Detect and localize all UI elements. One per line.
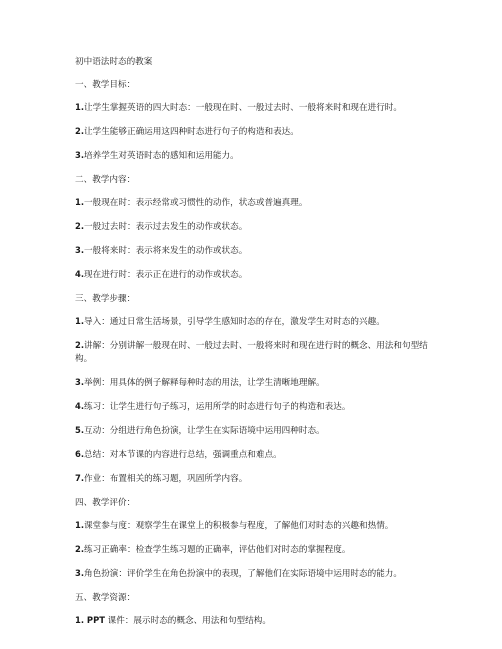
item-text: 作业：布置相关的练习题，巩固所学内容。	[84, 474, 248, 484]
item-number: 1.	[75, 520, 85, 530]
list-item	[75, 244, 435, 258]
item-text: 一般将来时：表示将来发生的动作或状态。	[84, 246, 248, 256]
document-title: 初中语法时态的教案	[75, 57, 153, 67]
item-text: 举例：用具体的例子解释每种时态的用法，让学生清晰地理解。	[84, 378, 325, 388]
list-item	[75, 149, 435, 163]
list-item	[75, 220, 435, 234]
section-heading-steps: 三、教学步骤：	[75, 294, 136, 304]
list-item	[75, 196, 435, 210]
item-number: 1.	[75, 197, 85, 207]
item-number: 5.	[75, 425, 85, 435]
list-item	[75, 268, 435, 282]
item-text: 互动：分组进行角色扮演，让学生在实际语境中运用四种时态。	[84, 426, 325, 436]
list-item	[75, 519, 435, 533]
list-item	[75, 101, 435, 115]
item-number: 1. PPT	[75, 615, 105, 625]
item-text: 一般过去时：表示过去发生的动作或状态。	[84, 222, 248, 232]
item-text: 让学生掌握英语的四大时态：一般现在时、一般过去时、一般将来时和现在进行时。	[84, 103, 402, 113]
item-text: 培养学生对英语时态的感知和运用能力。	[84, 151, 239, 161]
item-text: 课件：展示时态的概念、用法和句型结构。	[104, 616, 271, 626]
list-item	[75, 614, 435, 628]
item-number: 3.	[75, 377, 85, 387]
item-text: 一般现在时：表示经常或习惯性的动作，状态或普遍真理。	[84, 198, 308, 208]
item-number: 2.	[75, 340, 85, 350]
item-number: 2.	[75, 544, 85, 554]
list-item	[75, 400, 435, 414]
item-text: 现在进行时：表示正在进行的动作或状态。	[84, 270, 248, 280]
list-item	[75, 376, 435, 390]
item-number: 1.	[75, 102, 85, 112]
list-item	[75, 125, 435, 139]
document-body	[75, 56, 435, 638]
item-number: 4.	[75, 269, 85, 279]
list-item	[75, 472, 435, 486]
item-text: 角色扮演：评价学生在角色扮演中的表现，了解他们在实际语境中运用时态的能力。	[84, 569, 402, 579]
item-text: 讲解：分别讲解一般现在时、一般过去时、一般将来时和现在进行时的概念、用法和句型结构。	[75, 341, 428, 364]
item-number: 7.	[75, 473, 85, 483]
section-heading-objectives: 一、教学目标：	[75, 80, 136, 90]
item-number: 2.	[75, 221, 85, 231]
item-number: 1.	[75, 316, 85, 326]
list-item	[75, 448, 435, 462]
item-number: 6.	[75, 449, 85, 459]
item-number: 3.	[75, 245, 85, 255]
item-text: 练习：让学生进行句子练习，运用所学的时态进行句子的构造和表达。	[84, 402, 351, 412]
item-number: 2.	[75, 126, 85, 136]
section-heading-evaluation: 四、教学评价：	[75, 498, 136, 508]
item-number: 3.	[75, 150, 85, 160]
item-text: 总结：对本节课的内容进行总结，强调重点和难点。	[84, 450, 282, 460]
item-text: 练习正确率：检查学生练习题的正确率，评估他们对时态的掌握程度。	[84, 545, 351, 555]
item-number: 4.	[75, 401, 85, 411]
list-item	[75, 315, 435, 329]
item-number: 3.	[75, 568, 85, 578]
section-heading-resources: 五、教学资源：	[75, 593, 136, 603]
list-item	[75, 424, 435, 438]
item-text: 导入：通过日常生活场景，引导学生感知时态的存在，激发学生对时态的兴趣。	[84, 317, 385, 327]
section-heading-content: 二、教学内容：	[75, 175, 136, 185]
list-item	[75, 543, 435, 557]
item-text: 课堂参与度：观察学生在课堂上的积极参与程度，了解他们对时态的兴趣和热情。	[84, 521, 394, 531]
item-text: 让学生能够正确运用这四种时态进行句子的构造和表达。	[84, 127, 299, 137]
list-item	[75, 339, 435, 366]
list-item	[75, 567, 435, 581]
